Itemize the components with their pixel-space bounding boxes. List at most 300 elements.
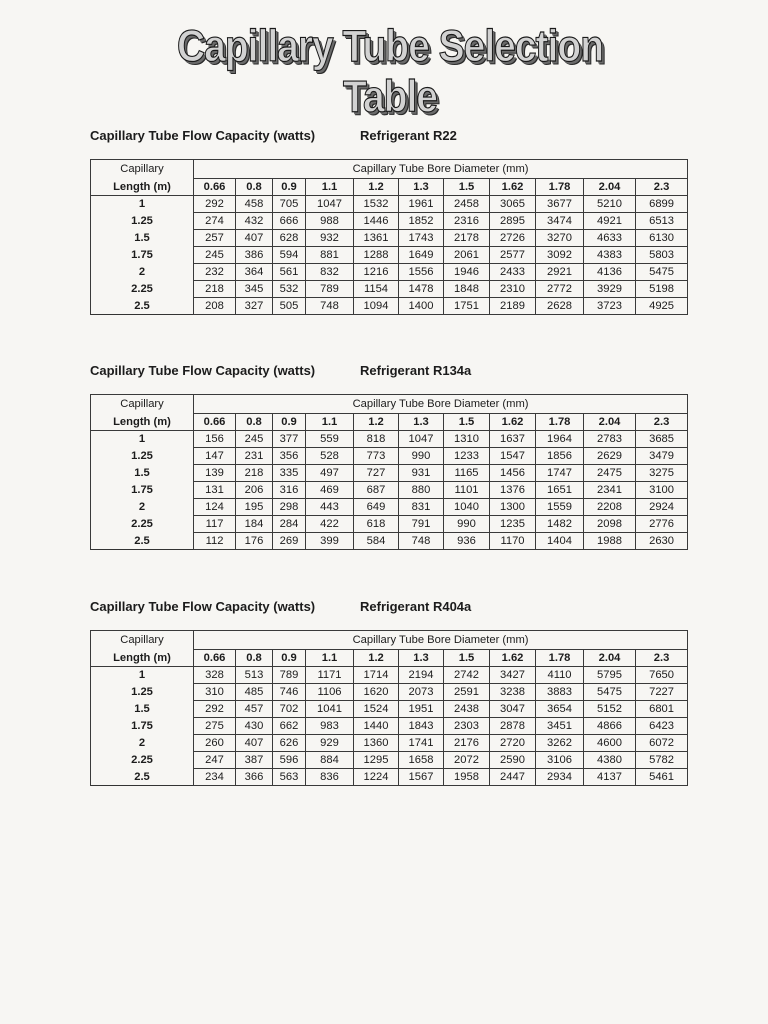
capacity-cell: 880 bbox=[399, 482, 444, 499]
capacity-cell: 3479 bbox=[636, 448, 688, 465]
capacity-cell: 1964 bbox=[536, 431, 584, 448]
capacity-cell: 2475 bbox=[584, 465, 636, 482]
capacity-cell: 2194 bbox=[399, 667, 444, 684]
capacity-cell: 327 bbox=[236, 298, 273, 315]
capacity-cell: 513 bbox=[236, 667, 273, 684]
capacity-cell: 4600 bbox=[584, 735, 636, 752]
length-cell: 2.25 bbox=[91, 516, 194, 533]
capacity-cell: 832 bbox=[306, 264, 354, 281]
diameter-header: 0.66 bbox=[194, 179, 236, 196]
capacity-cell: 988 bbox=[306, 213, 354, 230]
table-title: Capillary Tube Flow Capacity (watts) bbox=[90, 599, 316, 614]
capacity-cell: 485 bbox=[236, 684, 273, 701]
capacity-cell: 746 bbox=[273, 684, 306, 701]
capacity-cell: 2934 bbox=[536, 769, 584, 786]
capacity-cell: 2433 bbox=[490, 264, 536, 281]
capacity-cell: 443 bbox=[306, 499, 354, 516]
table-row bbox=[91, 667, 688, 684]
capacity-cell: 6130 bbox=[636, 230, 688, 247]
length-cell: 1.5 bbox=[91, 701, 194, 718]
table-row bbox=[91, 482, 688, 499]
capacity-cell: 563 bbox=[273, 769, 306, 786]
capacity-cell: 1360 bbox=[354, 735, 399, 752]
capacity-cell: 3100 bbox=[636, 482, 688, 499]
diameter-header: 1.2 bbox=[354, 179, 399, 196]
capacity-cell: 2783 bbox=[584, 431, 636, 448]
diameter-header: 1.1 bbox=[306, 650, 354, 667]
capacity-cell: 4383 bbox=[584, 247, 636, 264]
diameter-header: 0.66 bbox=[194, 414, 236, 431]
capacity-cell: 2878 bbox=[490, 718, 536, 735]
capacity-cell: 2726 bbox=[490, 230, 536, 247]
capacity-cell: 218 bbox=[236, 465, 273, 482]
table-row bbox=[91, 264, 688, 281]
capacity-cell: 2438 bbox=[444, 701, 490, 718]
capacity-cell: 497 bbox=[306, 465, 354, 482]
diameter-header: 1.62 bbox=[490, 650, 536, 667]
capacity-cell: 1106 bbox=[306, 684, 354, 701]
table-row bbox=[91, 448, 688, 465]
table-row bbox=[91, 465, 688, 482]
length-cell: 2.25 bbox=[91, 752, 194, 769]
capacity-cell: 1547 bbox=[490, 448, 536, 465]
length-cell: 2.5 bbox=[91, 533, 194, 550]
page-title: Capillary Tube Selection Table bbox=[176, 22, 604, 123]
capacity-cell: 5210 bbox=[584, 196, 636, 213]
capacity-cell: 2630 bbox=[636, 533, 688, 550]
capacity-cell: 3065 bbox=[490, 196, 536, 213]
capacity-cell: 990 bbox=[399, 448, 444, 465]
capacity-cell: 884 bbox=[306, 752, 354, 769]
refrigerant-label: Refrigerant R134a bbox=[360, 363, 472, 378]
capacity-cell: 584 bbox=[354, 533, 399, 550]
capacity-cell: 4380 bbox=[584, 752, 636, 769]
capacity-cell: 2303 bbox=[444, 718, 490, 735]
capacity-cell: 2061 bbox=[444, 247, 490, 264]
capacity-cell: 1456 bbox=[490, 465, 536, 482]
capacity-table bbox=[90, 394, 688, 550]
capacity-cell: 245 bbox=[194, 247, 236, 264]
capacity-cell: 1714 bbox=[354, 667, 399, 684]
capacity-cell: 4921 bbox=[584, 213, 636, 230]
diameter-header: 2.04 bbox=[584, 179, 636, 196]
capillary-label: Capillary bbox=[91, 631, 194, 650]
capacity-cell: 5461 bbox=[636, 769, 688, 786]
capacity-cell: 5782 bbox=[636, 752, 688, 769]
capacity-cell: 1946 bbox=[444, 264, 490, 281]
capacity-cell: 2189 bbox=[490, 298, 536, 315]
capacity-cell: 6423 bbox=[636, 718, 688, 735]
length-cell: 1.25 bbox=[91, 213, 194, 230]
bore-diameter-header: Capillary Tube Bore Diameter (mm) bbox=[194, 395, 688, 414]
capacity-cell: 1961 bbox=[399, 196, 444, 213]
table-row bbox=[91, 431, 688, 448]
capacity-cell: 5795 bbox=[584, 667, 636, 684]
capacity-cell: 4110 bbox=[536, 667, 584, 684]
capacity-cell: 3427 bbox=[490, 667, 536, 684]
capacity-cell: 6513 bbox=[636, 213, 688, 230]
capacity-cell: 7650 bbox=[636, 667, 688, 684]
capacity-cell: 5152 bbox=[584, 701, 636, 718]
capacity-cell: 124 bbox=[194, 499, 236, 516]
diameter-header: 2.04 bbox=[584, 414, 636, 431]
capacity-cell: 195 bbox=[236, 499, 273, 516]
capacity-cell: 1101 bbox=[444, 482, 490, 499]
section-r22 bbox=[90, 126, 688, 315]
capacity-cell: 1376 bbox=[490, 482, 536, 499]
capacity-cell: 3474 bbox=[536, 213, 584, 230]
capacity-cell: 561 bbox=[273, 264, 306, 281]
capacity-cell: 176 bbox=[236, 533, 273, 550]
capacity-cell: 931 bbox=[399, 465, 444, 482]
capacity-cell: 1400 bbox=[399, 298, 444, 315]
capacity-cell: 1094 bbox=[354, 298, 399, 315]
capacity-cell: 1233 bbox=[444, 448, 490, 465]
capacity-cell: 1047 bbox=[306, 196, 354, 213]
diameter-header: 2.3 bbox=[636, 179, 688, 196]
capacity-cell: 328 bbox=[194, 667, 236, 684]
diameter-header: 1.62 bbox=[490, 179, 536, 196]
capacity-cell: 2924 bbox=[636, 499, 688, 516]
length-label: Length (m) bbox=[91, 414, 194, 431]
capacity-cell: 662 bbox=[273, 718, 306, 735]
table-row bbox=[91, 230, 688, 247]
capacity-cell: 1852 bbox=[399, 213, 444, 230]
diameter-header: 1.62 bbox=[490, 414, 536, 431]
capacity-cell: 2590 bbox=[490, 752, 536, 769]
capacity-cell: 457 bbox=[236, 701, 273, 718]
capacity-cell: 2073 bbox=[399, 684, 444, 701]
capacity-cell: 789 bbox=[306, 281, 354, 298]
bore-diameter-header: Capillary Tube Bore Diameter (mm) bbox=[194, 160, 688, 179]
capacity-cell: 1532 bbox=[354, 196, 399, 213]
capacity-cell: 6801 bbox=[636, 701, 688, 718]
table-row bbox=[91, 769, 688, 786]
capacity-table bbox=[90, 159, 688, 315]
capacity-cell: 1482 bbox=[536, 516, 584, 533]
capacity-cell: 432 bbox=[236, 213, 273, 230]
diameter-header: 0.8 bbox=[236, 650, 273, 667]
capacity-cell: 257 bbox=[194, 230, 236, 247]
capacity-cell: 422 bbox=[306, 516, 354, 533]
capacity-cell: 3451 bbox=[536, 718, 584, 735]
capacity-cell: 626 bbox=[273, 735, 306, 752]
capacity-cell: 1988 bbox=[584, 533, 636, 550]
diameter-header: 1.3 bbox=[399, 414, 444, 431]
diameter-header: 0.8 bbox=[236, 179, 273, 196]
length-cell: 2.25 bbox=[91, 281, 194, 298]
capacity-cell: 836 bbox=[306, 769, 354, 786]
capacity-cell: 594 bbox=[273, 247, 306, 264]
refrigerant-label: Refrigerant R404a bbox=[360, 599, 472, 614]
capacity-cell: 112 bbox=[194, 533, 236, 550]
capacity-cell: 2895 bbox=[490, 213, 536, 230]
diameter-header: 0.9 bbox=[273, 650, 306, 667]
capacity-cell: 335 bbox=[273, 465, 306, 482]
capacity-cell: 1171 bbox=[306, 667, 354, 684]
capacity-cell: 5803 bbox=[636, 247, 688, 264]
capacity-cell: 881 bbox=[306, 247, 354, 264]
capacity-cell: 1216 bbox=[354, 264, 399, 281]
capacity-cell: 3929 bbox=[584, 281, 636, 298]
capacity-cell: 1637 bbox=[490, 431, 536, 448]
length-cell: 1 bbox=[91, 196, 194, 213]
capacity-cell: 316 bbox=[273, 482, 306, 499]
capacity-cell: 2178 bbox=[444, 230, 490, 247]
capacity-cell: 3047 bbox=[490, 701, 536, 718]
diameter-header: 0.9 bbox=[273, 179, 306, 196]
table-row bbox=[91, 752, 688, 769]
diameter-header: 1.78 bbox=[536, 179, 584, 196]
capacity-cell: 292 bbox=[194, 196, 236, 213]
length-cell: 1.75 bbox=[91, 247, 194, 264]
capacity-cell: 789 bbox=[273, 667, 306, 684]
diameter-header: 2.04 bbox=[584, 650, 636, 667]
capacity-cell: 2447 bbox=[490, 769, 536, 786]
section-r404a bbox=[90, 597, 688, 786]
capacity-cell: 705 bbox=[273, 196, 306, 213]
capacity-cell: 666 bbox=[273, 213, 306, 230]
capacity-cell: 1047 bbox=[399, 431, 444, 448]
capacity-cell: 231 bbox=[236, 448, 273, 465]
capacity-cell: 528 bbox=[306, 448, 354, 465]
capacity-cell: 386 bbox=[236, 247, 273, 264]
capacity-cell: 1170 bbox=[490, 533, 536, 550]
length-cell: 1.5 bbox=[91, 230, 194, 247]
capacity-cell: 1751 bbox=[444, 298, 490, 315]
table-row bbox=[91, 196, 688, 213]
capacity-cell: 2341 bbox=[584, 482, 636, 499]
diameter-header: 1.1 bbox=[306, 179, 354, 196]
capacity-cell: 1361 bbox=[354, 230, 399, 247]
capacity-cell: 1446 bbox=[354, 213, 399, 230]
table-row bbox=[91, 499, 688, 516]
capacity-cell: 1165 bbox=[444, 465, 490, 482]
section-r134a bbox=[90, 361, 688, 550]
table-row bbox=[91, 516, 688, 533]
diameter-header: 1.78 bbox=[536, 414, 584, 431]
length-label: Length (m) bbox=[91, 650, 194, 667]
length-cell: 1.75 bbox=[91, 482, 194, 499]
bore-diameter-header: Capillary Tube Bore Diameter (mm) bbox=[194, 631, 688, 650]
refrigerant-label: Refrigerant R22 bbox=[360, 128, 457, 143]
length-cell: 1.25 bbox=[91, 684, 194, 701]
capacity-cell: 275 bbox=[194, 718, 236, 735]
diameter-header: 1.3 bbox=[399, 179, 444, 196]
capacity-cell: 932 bbox=[306, 230, 354, 247]
diameter-header: 0.66 bbox=[194, 650, 236, 667]
capacity-cell: 1843 bbox=[399, 718, 444, 735]
table-row bbox=[91, 684, 688, 701]
diameter-header: 1.78 bbox=[536, 650, 584, 667]
length-label: Length (m) bbox=[91, 179, 194, 196]
diameter-header: 1.1 bbox=[306, 414, 354, 431]
capacity-cell: 532 bbox=[273, 281, 306, 298]
capacity-cell: 1041 bbox=[306, 701, 354, 718]
capacity-cell: 1154 bbox=[354, 281, 399, 298]
capacity-cell: 1741 bbox=[399, 735, 444, 752]
section-heading bbox=[90, 361, 688, 381]
diameter-header: 0.9 bbox=[273, 414, 306, 431]
capacity-cell: 139 bbox=[194, 465, 236, 482]
capacity-cell: 1404 bbox=[536, 533, 584, 550]
capacity-cell: 1658 bbox=[399, 752, 444, 769]
capacity-cell: 4866 bbox=[584, 718, 636, 735]
length-cell: 1 bbox=[91, 667, 194, 684]
diameter-header: 2.3 bbox=[636, 650, 688, 667]
capacity-cell: 206 bbox=[236, 482, 273, 499]
capacity-cell: 818 bbox=[354, 431, 399, 448]
diameter-header: 1.5 bbox=[444, 179, 490, 196]
capacity-cell: 458 bbox=[236, 196, 273, 213]
capacity-cell: 208 bbox=[194, 298, 236, 315]
capacity-cell: 3092 bbox=[536, 247, 584, 264]
length-cell: 2.5 bbox=[91, 298, 194, 315]
capacity-cell: 407 bbox=[236, 735, 273, 752]
capacity-cell: 292 bbox=[194, 701, 236, 718]
capacity-cell: 4137 bbox=[584, 769, 636, 786]
capacity-cell: 156 bbox=[194, 431, 236, 448]
capacity-cell: 232 bbox=[194, 264, 236, 281]
capillary-label: Capillary bbox=[91, 395, 194, 414]
capacity-cell: 2316 bbox=[444, 213, 490, 230]
capacity-cell: 284 bbox=[273, 516, 306, 533]
capacity-cell: 469 bbox=[306, 482, 354, 499]
capacity-cell: 6899 bbox=[636, 196, 688, 213]
capacity-cell: 234 bbox=[194, 769, 236, 786]
capacity-cell: 2591 bbox=[444, 684, 490, 701]
capacity-cell: 748 bbox=[306, 298, 354, 315]
capacity-cell: 298 bbox=[273, 499, 306, 516]
length-cell: 1 bbox=[91, 431, 194, 448]
capacity-cell: 2098 bbox=[584, 516, 636, 533]
capacity-cell: 2577 bbox=[490, 247, 536, 264]
length-cell: 1.25 bbox=[91, 448, 194, 465]
capacity-cell: 1747 bbox=[536, 465, 584, 482]
capacity-cell: 748 bbox=[399, 533, 444, 550]
capacity-cell: 399 bbox=[306, 533, 354, 550]
diameter-header: 1.5 bbox=[444, 414, 490, 431]
length-cell: 1.5 bbox=[91, 465, 194, 482]
capacity-cell: 559 bbox=[306, 431, 354, 448]
capacity-cell: 245 bbox=[236, 431, 273, 448]
capacity-cell: 2176 bbox=[444, 735, 490, 752]
capacity-cell: 2072 bbox=[444, 752, 490, 769]
capacity-cell: 247 bbox=[194, 752, 236, 769]
diameter-header: 1.3 bbox=[399, 650, 444, 667]
capacity-cell: 2208 bbox=[584, 499, 636, 516]
capacity-cell: 649 bbox=[354, 499, 399, 516]
capacity-cell: 430 bbox=[236, 718, 273, 735]
table-row bbox=[91, 533, 688, 550]
table-row bbox=[91, 718, 688, 735]
capacity-cell: 3723 bbox=[584, 298, 636, 315]
capillary-label: Capillary bbox=[91, 160, 194, 179]
capacity-cell: 184 bbox=[236, 516, 273, 533]
capacity-cell: 3262 bbox=[536, 735, 584, 752]
capacity-cell: 7227 bbox=[636, 684, 688, 701]
capacity-cell: 3106 bbox=[536, 752, 584, 769]
capacity-cell: 2629 bbox=[584, 448, 636, 465]
capacity-cell: 831 bbox=[399, 499, 444, 516]
capacity-cell: 407 bbox=[236, 230, 273, 247]
capacity-cell: 936 bbox=[444, 533, 490, 550]
capacity-cell: 2310 bbox=[490, 281, 536, 298]
capacity-cell: 1848 bbox=[444, 281, 490, 298]
capacity-cell: 310 bbox=[194, 684, 236, 701]
capacity-cell: 727 bbox=[354, 465, 399, 482]
table-row bbox=[91, 247, 688, 264]
table-row bbox=[91, 281, 688, 298]
capacity-cell: 1649 bbox=[399, 247, 444, 264]
capacity-cell: 2742 bbox=[444, 667, 490, 684]
section-heading bbox=[90, 597, 688, 617]
capacity-cell: 6072 bbox=[636, 735, 688, 752]
capacity-cell: 274 bbox=[194, 213, 236, 230]
capacity-cell: 147 bbox=[194, 448, 236, 465]
length-cell: 1.75 bbox=[91, 718, 194, 735]
table-row bbox=[91, 213, 688, 230]
capacity-cell: 260 bbox=[194, 735, 236, 752]
capacity-cell: 1300 bbox=[490, 499, 536, 516]
capacity-cell: 4925 bbox=[636, 298, 688, 315]
capacity-cell: 596 bbox=[273, 752, 306, 769]
capacity-cell: 2776 bbox=[636, 516, 688, 533]
capacity-cell: 1620 bbox=[354, 684, 399, 701]
capacity-cell: 1224 bbox=[354, 769, 399, 786]
capacity-cell: 3883 bbox=[536, 684, 584, 701]
length-cell: 2.5 bbox=[91, 769, 194, 786]
capacity-cell: 929 bbox=[306, 735, 354, 752]
capacity-cell: 2772 bbox=[536, 281, 584, 298]
table-row bbox=[91, 298, 688, 315]
capacity-cell: 1295 bbox=[354, 752, 399, 769]
capacity-cell: 1651 bbox=[536, 482, 584, 499]
capacity-cell: 131 bbox=[194, 482, 236, 499]
capacity-cell: 3685 bbox=[636, 431, 688, 448]
capacity-cell: 791 bbox=[399, 516, 444, 533]
table-title: Capillary Tube Flow Capacity (watts) bbox=[90, 363, 316, 378]
capacity-cell: 628 bbox=[273, 230, 306, 247]
diameter-header: 0.8 bbox=[236, 414, 273, 431]
diameter-header: 1.2 bbox=[354, 414, 399, 431]
length-cell: 2 bbox=[91, 499, 194, 516]
capacity-cell: 3275 bbox=[636, 465, 688, 482]
capacity-cell: 387 bbox=[236, 752, 273, 769]
capacity-cell: 2458 bbox=[444, 196, 490, 213]
section-heading bbox=[90, 126, 688, 146]
capacity-cell: 356 bbox=[273, 448, 306, 465]
diameter-header: 1.5 bbox=[444, 650, 490, 667]
table-row bbox=[91, 735, 688, 752]
capacity-cell: 1567 bbox=[399, 769, 444, 786]
capacity-cell: 702 bbox=[273, 701, 306, 718]
capacity-cell: 2628 bbox=[536, 298, 584, 315]
capacity-cell: 366 bbox=[236, 769, 273, 786]
capacity-cell: 1856 bbox=[536, 448, 584, 465]
capacity-cell: 1556 bbox=[399, 264, 444, 281]
capacity-cell: 773 bbox=[354, 448, 399, 465]
length-cell: 2 bbox=[91, 735, 194, 752]
capacity-cell: 983 bbox=[306, 718, 354, 735]
capacity-cell: 990 bbox=[444, 516, 490, 533]
capacity-cell: 618 bbox=[354, 516, 399, 533]
capacity-cell: 117 bbox=[194, 516, 236, 533]
capacity-cell: 2921 bbox=[536, 264, 584, 281]
capacity-cell: 4633 bbox=[584, 230, 636, 247]
capacity-cell: 1440 bbox=[354, 718, 399, 735]
capacity-cell: 1524 bbox=[354, 701, 399, 718]
